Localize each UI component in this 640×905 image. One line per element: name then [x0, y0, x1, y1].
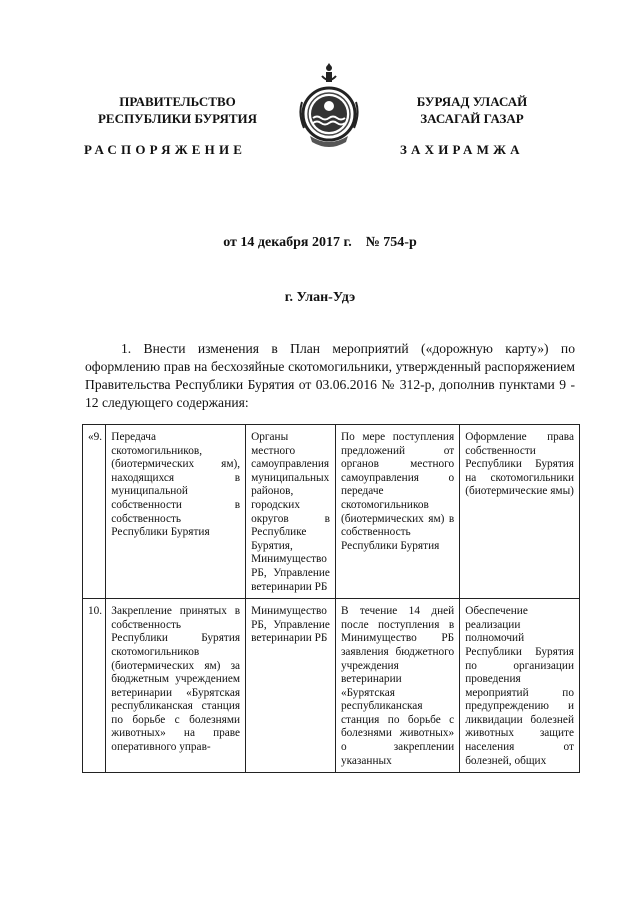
header-left-line1: ПРАВИТЕЛЬСТВО	[119, 94, 236, 109]
result-cell: Обеспечение реализации полномочий Республики Бурятия по организации проведения мероприятий по предупреждению и ликвидации болезней животных защите населения от болезней, общих	[460, 599, 580, 773]
header-right-line2: ЗАСАГАЙ ГАЗАР	[420, 111, 524, 126]
measure-cell: Закрепление принятых в собственность Республики Бурятия скотомогильников (биотермических ям) за бюджетным учреждением ветеринарии «Бурятская республиканская станция по борьбе с болезнями животных» на праве оперативного управ-	[106, 599, 246, 773]
measure-cell: Передача скотомогильников, (биотермических ям), находящихся в муниципальной собственности в собственность Республики Бурятия	[106, 425, 246, 599]
header-left	[60, 93, 295, 127]
responsible-cell: Минимущество РБ, Управление ветеринарии РБ	[246, 599, 336, 773]
responsible-cell: Органы местного самоуправления муниципальных районов, городских округов в Республике Бурятия, Минимущество РБ, Управление ветеринарии РБ	[246, 425, 336, 599]
row-number: «9.	[83, 425, 106, 599]
row-number: 10.	[83, 599, 106, 773]
city: г. Улан-Удэ	[284, 290, 356, 305]
buryatia-emblem-icon	[296, 62, 362, 152]
date-line	[0, 235, 640, 251]
doc-type-right: ЗАХИРАМЖА	[400, 142, 524, 157]
result-cell: Оформление права собственности Республики Бурятия на скотомогильники (биотермические ямы)	[460, 425, 580, 599]
header-left-line2: РЕСПУБЛИКИ БУРЯТИЯ	[97, 111, 258, 126]
document-number: № 754-р	[365, 235, 417, 250]
main-paragraph: 1. Внести изменения в План мероприятий («дорожную карту») по оформлению прав на бесхозяйные скотомогильники, утвержденный распоряжением Правительства Республики Бурятия от 03.06.2016 № 312-р, дополнив пунктами 9 - 12 следующего содержания:	[85, 341, 575, 410]
table-row	[83, 425, 580, 599]
plan-table	[82, 424, 580, 773]
table-row	[83, 599, 580, 773]
deadline-cell: По мере поступления предложений от органов местного самоуправления о передаче скотомогильников (биотермических ям) в собственность Республики Бурятия	[335, 425, 459, 599]
header-right-line1: БУРЯАД УЛАСАЙ	[416, 94, 528, 109]
document-date: от 14 декабря 2017 г.	[223, 235, 352, 250]
header-right	[362, 93, 582, 127]
doc-type-left: РАСПОРЯЖЕНИЕ	[84, 142, 247, 157]
deadline-cell: В течение 14 дней после поступления в Минимущество РБ заявления бюджетного учреждения ветеринарии «Бурятская республиканская станция по борьбе с болезнями животных» о закреплении указанных	[335, 599, 459, 773]
